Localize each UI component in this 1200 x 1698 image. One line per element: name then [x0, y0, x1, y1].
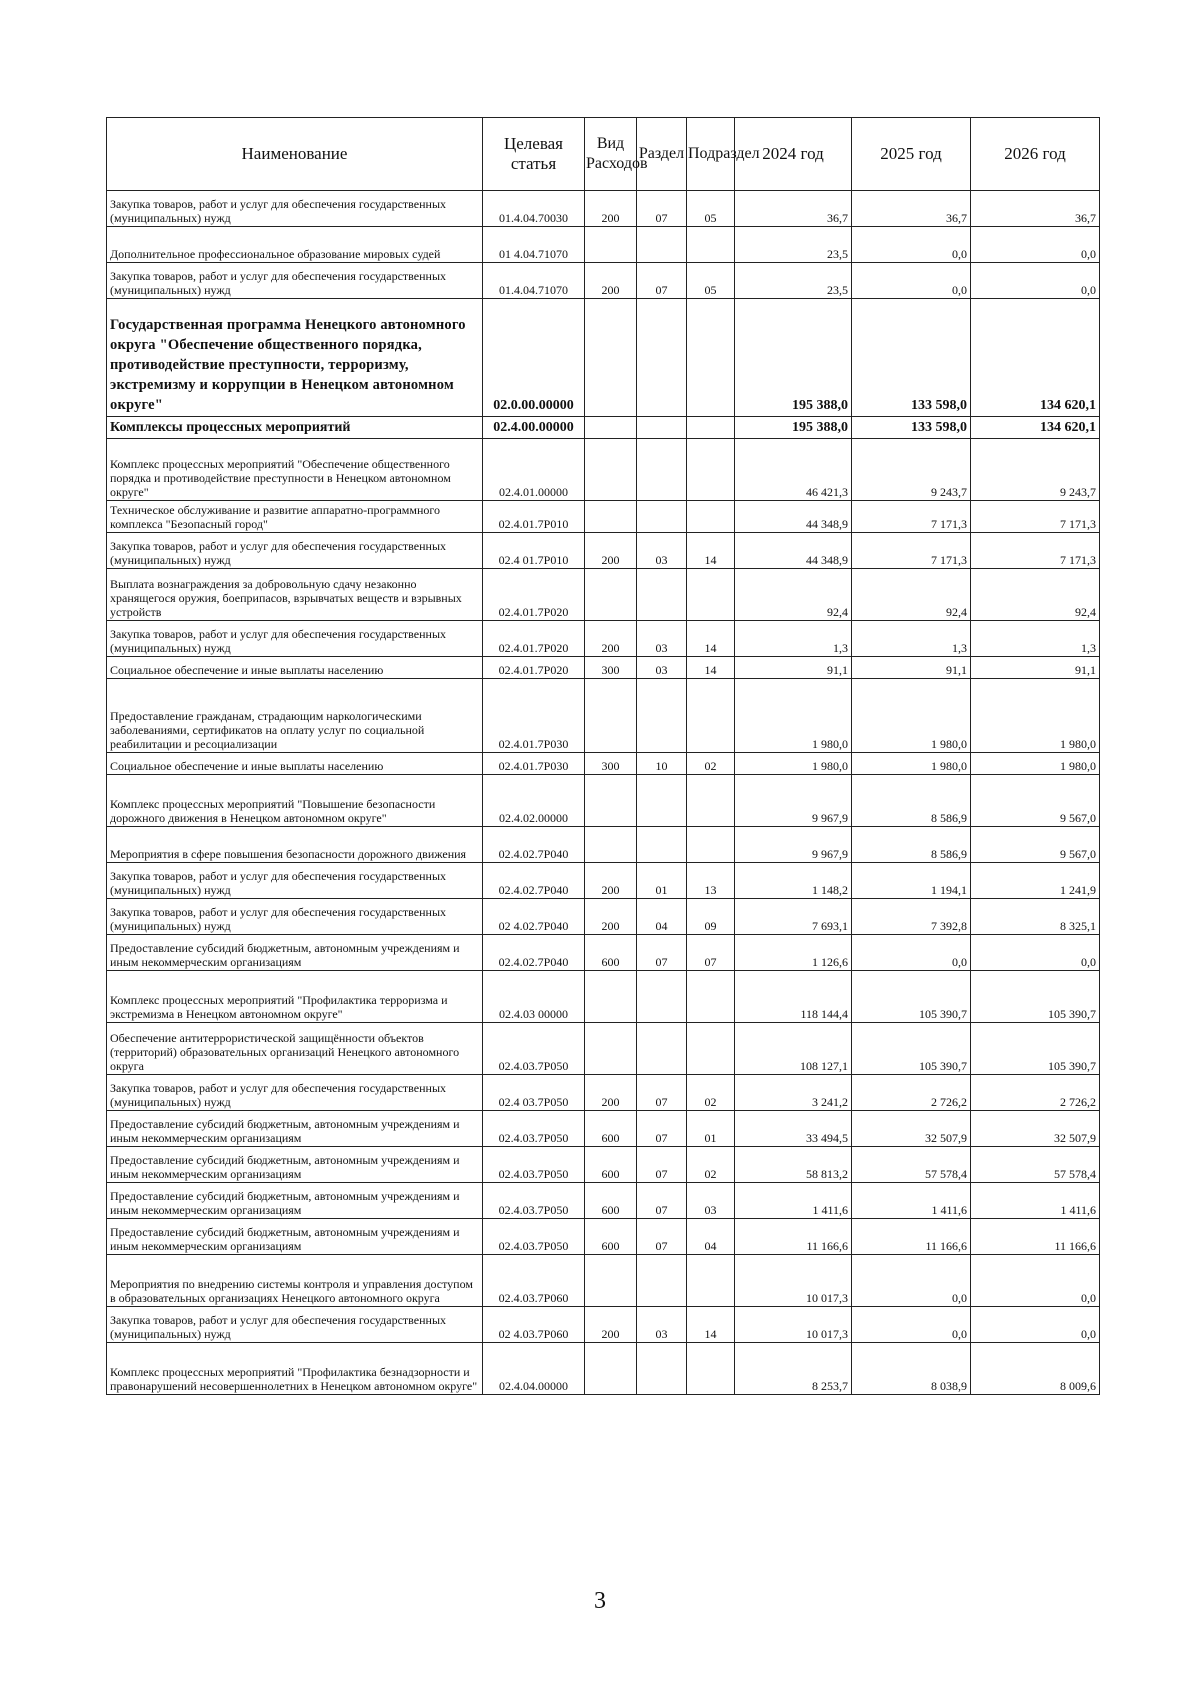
row-subsection [687, 227, 735, 263]
row-value-2024: 10 017,3 [735, 1307, 852, 1343]
row-value-2025: 105 390,7 [852, 1023, 971, 1075]
row-value-2024: 11 166,6 [735, 1219, 852, 1255]
row-target-code: 02.4.02.7Р040 [483, 935, 585, 971]
row-target-code: 02.4.02.7Р040 [483, 827, 585, 863]
row-name: Комплекс процессных мероприятий "Повышение безопасности дорожного движения в Ненецком автономном округе" [107, 775, 483, 827]
row-value-2026: 134 620,1 [971, 299, 1100, 417]
row-value-2024: 23,5 [735, 227, 852, 263]
row-value-2026: 7 171,3 [971, 501, 1100, 533]
row-target-code: 02.4.03.7Р050 [483, 1219, 585, 1255]
table-row [107, 1023, 1100, 1075]
row-value-2025: 1 980,0 [852, 679, 971, 753]
row-value-2024: 9 967,9 [735, 775, 852, 827]
row-value-2026: 1 980,0 [971, 679, 1100, 753]
row-target-code: 02.4.00.00000 [483, 417, 585, 439]
row-target-code: 02.4.01.7Р010 [483, 501, 585, 533]
row-expense-type [585, 1255, 637, 1307]
row-target-code: 01.4.04.70030 [483, 191, 585, 227]
row-subsection: 03 [687, 1183, 735, 1219]
row-value-2024: 195 388,0 [735, 417, 852, 439]
row-section [637, 827, 687, 863]
row-value-2026: 0,0 [971, 1307, 1100, 1343]
row-section [637, 1023, 687, 1075]
row-expense-type: 200 [585, 621, 637, 657]
row-name: Закупка товаров, работ и услуг для обеспечения государственных (муниципальных) нужд [107, 533, 483, 569]
row-value-2026: 11 166,6 [971, 1219, 1100, 1255]
row-expense-type [585, 501, 637, 533]
row-value-2026: 32 507,9 [971, 1111, 1100, 1147]
table-row [107, 1147, 1100, 1183]
table-row [107, 263, 1100, 299]
row-value-2025: 7 171,3 [852, 533, 971, 569]
row-target-code: 02.4.03.7Р060 [483, 1255, 585, 1307]
row-section: 03 [637, 1307, 687, 1343]
table-row [107, 501, 1100, 533]
row-section: 03 [637, 621, 687, 657]
row-subsection: 09 [687, 899, 735, 935]
table-row [107, 533, 1100, 569]
header-section: Раздел [637, 118, 687, 191]
row-value-2026: 1 980,0 [971, 753, 1100, 775]
row-section: 07 [637, 935, 687, 971]
row-expense-type: 300 [585, 657, 637, 679]
row-expense-type [585, 417, 637, 439]
row-name: Комплекс процессных мероприятий "Профилактика терроризма и экстремизма в Ненецком автономном округе" [107, 971, 483, 1023]
row-value-2025: 1,3 [852, 621, 971, 657]
row-section: 04 [637, 899, 687, 935]
row-value-2026: 105 390,7 [971, 971, 1100, 1023]
row-section [637, 299, 687, 417]
table-row [107, 971, 1100, 1023]
row-name: Обеспечение антитеррористической защищённости объектов (территорий) образовательных организаций Ненецкого автономного округа [107, 1023, 483, 1075]
row-expense-type [585, 679, 637, 753]
row-name: Предоставление субсидий бюджетным, автономным учреждениям и иным некоммерческим организациям [107, 1183, 483, 1219]
row-target-code: 02 4.03.7Р060 [483, 1307, 585, 1343]
row-section [637, 679, 687, 753]
row-section: 10 [637, 753, 687, 775]
row-value-2024: 92,4 [735, 569, 852, 621]
row-section: 07 [637, 1147, 687, 1183]
row-section: 07 [637, 1111, 687, 1147]
row-section: 07 [637, 1219, 687, 1255]
row-value-2026: 1 241,9 [971, 863, 1100, 899]
row-expense-type: 200 [585, 1307, 637, 1343]
row-value-2024: 33 494,5 [735, 1111, 852, 1147]
header-2024: 2024 год [735, 118, 852, 191]
row-name: Комплексы процессных мероприятий [107, 417, 483, 439]
row-value-2024: 1 126,6 [735, 935, 852, 971]
row-value-2026: 92,4 [971, 569, 1100, 621]
row-expense-type [585, 227, 637, 263]
row-section: 03 [637, 657, 687, 679]
row-expense-type [585, 569, 637, 621]
row-target-code: 02.4.04.00000 [483, 1343, 585, 1395]
row-value-2025: 7 392,8 [852, 899, 971, 935]
row-section: 07 [637, 191, 687, 227]
row-subsection: 02 [687, 1075, 735, 1111]
table-row [107, 191, 1100, 227]
table-row [107, 753, 1100, 775]
row-expense-type: 600 [585, 1219, 637, 1255]
table-row [107, 569, 1100, 621]
row-target-code: 02.4.02.00000 [483, 775, 585, 827]
row-target-code: 02.4 01.7Р010 [483, 533, 585, 569]
table-row [107, 621, 1100, 657]
row-name: Государственная программа Ненецкого автономного округа "Обеспечение общественного порядка, противодействие преступности, терроризму, экстремизму и коррупции в Ненецком автономном округе" [107, 299, 483, 417]
row-value-2024: 46 421,3 [735, 439, 852, 501]
row-value-2024: 1 980,0 [735, 679, 852, 753]
row-name: Выплата вознаграждения за добровольную сдачу незаконно хранящегося оружия, боеприпасов, взрывчатых веществ и взрывных устройств [107, 569, 483, 621]
table-row [107, 657, 1100, 679]
table-row [107, 1075, 1100, 1111]
row-name: Закупка товаров, работ и услуг для обеспечения государственных (муниципальных) нужд [107, 1075, 483, 1111]
row-value-2024: 195 388,0 [735, 299, 852, 417]
row-value-2025: 91,1 [852, 657, 971, 679]
row-section [637, 501, 687, 533]
row-target-code: 02.4.03.7Р050 [483, 1111, 585, 1147]
row-target-code: 02.0.00.00000 [483, 299, 585, 417]
row-name: Предоставление субсидий бюджетным, автономным учреждениям и иным некоммерческим организациям [107, 935, 483, 971]
row-subsection [687, 775, 735, 827]
row-value-2025: 57 578,4 [852, 1147, 971, 1183]
row-subsection [687, 501, 735, 533]
row-subsection: 14 [687, 657, 735, 679]
table-row [107, 775, 1100, 827]
table-row [107, 827, 1100, 863]
row-name: Техническое обслуживание и развитие аппаратно-программного комплекса "Безопасный город" [107, 501, 483, 533]
row-subsection [687, 1343, 735, 1395]
table-row [107, 1255, 1100, 1307]
row-subsection: 05 [687, 191, 735, 227]
row-section [637, 1255, 687, 1307]
budget-table [106, 117, 1100, 1395]
row-name: Мероприятия по внедрению системы контроля и управления доступом в образовательных организациях Ненецкого автономного округа [107, 1255, 483, 1307]
table-row [107, 227, 1100, 263]
row-value-2026: 91,1 [971, 657, 1100, 679]
row-value-2026: 7 171,3 [971, 533, 1100, 569]
row-expense-type: 200 [585, 1075, 637, 1111]
row-value-2024: 108 127,1 [735, 1023, 852, 1075]
row-name: Комплекс процессных мероприятий "Обеспечение общественного порядка и противодействие преступности в Ненецком автономном округе" [107, 439, 483, 501]
row-value-2025: 133 598,0 [852, 417, 971, 439]
row-target-code: 02.4.03.7Р050 [483, 1183, 585, 1219]
row-value-2024: 1 148,2 [735, 863, 852, 899]
table-row [107, 863, 1100, 899]
row-subsection: 14 [687, 1307, 735, 1343]
row-name: Социальное обеспечение и иные выплаты населению [107, 753, 483, 775]
row-section: 07 [637, 1075, 687, 1111]
row-subsection [687, 679, 735, 753]
row-value-2026: 8 325,1 [971, 899, 1100, 935]
table-row [107, 417, 1100, 439]
row-expense-type: 600 [585, 1147, 637, 1183]
row-name: Закупка товаров, работ и услуг для обеспечения государственных (муниципальных) нужд [107, 899, 483, 935]
row-subsection: 14 [687, 533, 735, 569]
row-name: Комплекс процессных мероприятий "Профилактика безнадзорности и правонарушений несовершеннолетних в Ненецком автономном округе" [107, 1343, 483, 1395]
row-target-code: 02.4.03.7Р050 [483, 1023, 585, 1075]
row-value-2025: 0,0 [852, 935, 971, 971]
row-expense-type: 600 [585, 1111, 637, 1147]
row-value-2026: 0,0 [971, 935, 1100, 971]
row-target-code: 02.4.01.7Р030 [483, 753, 585, 775]
row-name: Предоставление субсидий бюджетным, автономным учреждениям и иным некоммерческим организациям [107, 1111, 483, 1147]
row-value-2024: 58 813,2 [735, 1147, 852, 1183]
page-number: 3 [594, 1588, 606, 1614]
row-expense-type [585, 775, 637, 827]
row-value-2025: 8 586,9 [852, 775, 971, 827]
row-value-2025: 1 980,0 [852, 753, 971, 775]
row-section [637, 775, 687, 827]
row-name: Закупка товаров, работ и услуг для обеспечения государственных (муниципальных) нужд [107, 263, 483, 299]
row-subsection [687, 1255, 735, 1307]
row-section: 07 [637, 263, 687, 299]
row-name: Закупка товаров, работ и услуг для обеспечения государственных (муниципальных) нужд [107, 191, 483, 227]
table-row [107, 439, 1100, 501]
table-row [107, 899, 1100, 935]
row-value-2025: 2 726,2 [852, 1075, 971, 1111]
row-target-code: 02.4.01.00000 [483, 439, 585, 501]
row-name: Предоставление субсидий бюджетным, автономным учреждениям и иным некоммерческим организациям [107, 1219, 483, 1255]
row-value-2025: 9 243,7 [852, 439, 971, 501]
row-section [637, 417, 687, 439]
row-value-2025: 8 038,9 [852, 1343, 971, 1395]
row-target-code: 02.4.03 00000 [483, 971, 585, 1023]
row-value-2025: 11 166,6 [852, 1219, 971, 1255]
table-row [107, 935, 1100, 971]
row-target-code: 02.4.01.7Р030 [483, 679, 585, 753]
row-value-2024: 8 253,7 [735, 1343, 852, 1395]
row-name: Предоставление субсидий бюджетным, автономным учреждениям и иным некоммерческим организациям [107, 1147, 483, 1183]
row-subsection [687, 439, 735, 501]
row-value-2024: 91,1 [735, 657, 852, 679]
header-subsection: Подраздел [687, 118, 735, 191]
row-value-2024: 3 241,2 [735, 1075, 852, 1111]
row-name: Дополнительное профессиональное образование мировых судей [107, 227, 483, 263]
row-value-2024: 44 348,9 [735, 501, 852, 533]
row-value-2026: 1 411,6 [971, 1183, 1100, 1219]
row-value-2024: 9 967,9 [735, 827, 852, 863]
row-value-2026: 0,0 [971, 227, 1100, 263]
row-subsection [687, 299, 735, 417]
row-value-2024: 118 144,4 [735, 971, 852, 1023]
row-target-code: 02.4.01.7Р020 [483, 569, 585, 621]
row-section [637, 569, 687, 621]
row-expense-type: 600 [585, 1183, 637, 1219]
row-target-code: 01 4.04.71070 [483, 227, 585, 263]
table-body [107, 191, 1100, 1395]
row-subsection [687, 1023, 735, 1075]
row-target-code: 02.4.02.7Р040 [483, 863, 585, 899]
row-subsection: 04 [687, 1219, 735, 1255]
row-target-code: 02.4 03.7Р050 [483, 1075, 585, 1111]
row-value-2025: 105 390,7 [852, 971, 971, 1023]
row-value-2024: 1,3 [735, 621, 852, 657]
row-value-2024: 1 411,6 [735, 1183, 852, 1219]
row-value-2025: 1 411,6 [852, 1183, 971, 1219]
row-section: 03 [637, 533, 687, 569]
row-subsection [687, 971, 735, 1023]
header-2026: 2026 год [971, 118, 1100, 191]
header-name: Наименование [107, 118, 483, 191]
table-row [107, 679, 1100, 753]
row-section: 07 [637, 1183, 687, 1219]
row-value-2025: 0,0 [852, 1307, 971, 1343]
row-value-2026: 9 567,0 [971, 827, 1100, 863]
row-value-2025: 36,7 [852, 191, 971, 227]
header-type: Вид Расходов [585, 118, 637, 191]
row-subsection: 02 [687, 1147, 735, 1183]
row-value-2024: 7 693,1 [735, 899, 852, 935]
row-expense-type: 200 [585, 899, 637, 935]
row-expense-type: 200 [585, 191, 637, 227]
row-subsection [687, 569, 735, 621]
row-value-2026: 57 578,4 [971, 1147, 1100, 1183]
row-target-code: 02.4.01.7Р020 [483, 657, 585, 679]
row-value-2026: 105 390,7 [971, 1023, 1100, 1075]
row-value-2025: 0,0 [852, 263, 971, 299]
row-expense-type [585, 1023, 637, 1075]
row-value-2025: 0,0 [852, 1255, 971, 1307]
row-expense-type [585, 827, 637, 863]
row-value-2024: 36,7 [735, 191, 852, 227]
row-subsection: 07 [687, 935, 735, 971]
row-name: Закупка товаров, работ и услуг для обеспечения государственных (муниципальных) нужд [107, 621, 483, 657]
row-value-2026: 9 567,0 [971, 775, 1100, 827]
row-expense-type [585, 1343, 637, 1395]
row-value-2025: 0,0 [852, 227, 971, 263]
row-subsection: 02 [687, 753, 735, 775]
row-value-2026: 36,7 [971, 191, 1100, 227]
row-subsection: 05 [687, 263, 735, 299]
row-name: Предоставление гражданам, страдающим наркологическими заболеваниями, сертификатов на оплату услуг по социальной реабилитации и ресоциализации [107, 679, 483, 753]
table-row [107, 299, 1100, 417]
table-row [107, 1111, 1100, 1147]
row-subsection [687, 417, 735, 439]
row-name: Мероприятия в сфере повышения безопасности дорожного движения [107, 827, 483, 863]
row-subsection [687, 827, 735, 863]
row-name: Закупка товаров, работ и услуг для обеспечения государственных (муниципальных) нужд [107, 863, 483, 899]
row-value-2026: 2 726,2 [971, 1075, 1100, 1111]
row-value-2025: 1 194,1 [852, 863, 971, 899]
row-target-code: 02 4.02.7Р040 [483, 899, 585, 935]
row-value-2025: 32 507,9 [852, 1111, 971, 1147]
row-value-2025: 8 586,9 [852, 827, 971, 863]
row-value-2025: 92,4 [852, 569, 971, 621]
row-subsection: 14 [687, 621, 735, 657]
row-section [637, 227, 687, 263]
row-target-code: 02.4.01.7Р020 [483, 621, 585, 657]
row-name: Закупка товаров, работ и услуг для обеспечения государственных (муниципальных) нужд [107, 1307, 483, 1343]
row-expense-type [585, 299, 637, 417]
row-section [637, 971, 687, 1023]
row-value-2025: 133 598,0 [852, 299, 971, 417]
row-subsection: 01 [687, 1111, 735, 1147]
row-value-2026: 9 243,7 [971, 439, 1100, 501]
table-header [107, 118, 1100, 191]
row-value-2026: 0,0 [971, 1255, 1100, 1307]
row-expense-type [585, 439, 637, 501]
row-value-2024: 10 017,3 [735, 1255, 852, 1307]
row-value-2026: 134 620,1 [971, 417, 1100, 439]
table-row [107, 1183, 1100, 1219]
row-section [637, 439, 687, 501]
row-target-code: 01.4.04.71070 [483, 263, 585, 299]
table-row [107, 1307, 1100, 1343]
row-value-2026: 0,0 [971, 263, 1100, 299]
row-value-2024: 23,5 [735, 263, 852, 299]
row-section [637, 1343, 687, 1395]
row-expense-type: 200 [585, 863, 637, 899]
table-row [107, 1343, 1100, 1395]
row-value-2025: 7 171,3 [852, 501, 971, 533]
row-value-2024: 1 980,0 [735, 753, 852, 775]
row-value-2024: 44 348,9 [735, 533, 852, 569]
row-subsection: 13 [687, 863, 735, 899]
table-row [107, 1219, 1100, 1255]
row-value-2026: 1,3 [971, 621, 1100, 657]
row-name: Социальное обеспечение и иные выплаты населению [107, 657, 483, 679]
row-expense-type: 300 [585, 753, 637, 775]
row-section: 01 [637, 863, 687, 899]
row-expense-type: 200 [585, 533, 637, 569]
row-expense-type: 200 [585, 263, 637, 299]
header-2025: 2025 год [852, 118, 971, 191]
header-target: Целевая статья [483, 118, 585, 191]
row-target-code: 02.4.03.7Р050 [483, 1147, 585, 1183]
row-expense-type [585, 971, 637, 1023]
row-expense-type: 600 [585, 935, 637, 971]
row-value-2026: 8 009,6 [971, 1343, 1100, 1395]
